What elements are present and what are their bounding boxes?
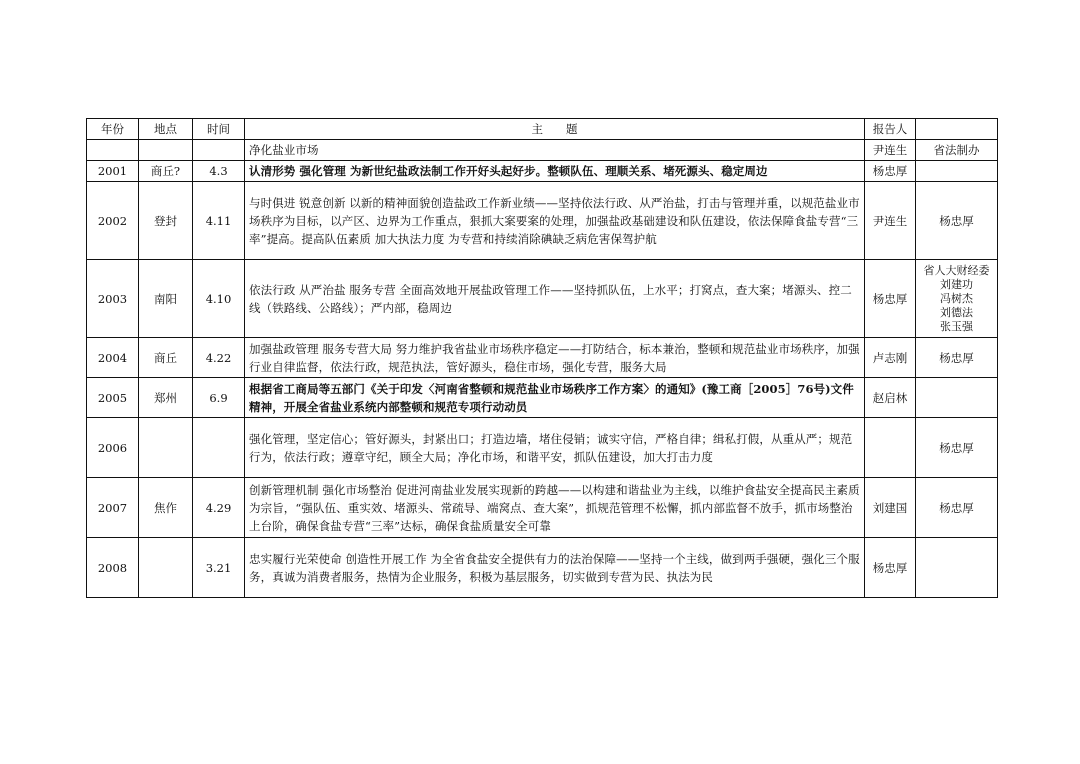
header-year: 年份 xyxy=(87,119,139,140)
cell-reporter: 卢志刚 xyxy=(865,338,916,378)
cell-year: 2001 xyxy=(87,161,139,182)
cell-time: 4.3 xyxy=(193,161,245,182)
cell-place: 商丘 xyxy=(139,338,193,378)
cell-place: 登封 xyxy=(139,182,193,260)
cell-year: 2004 xyxy=(87,338,139,378)
cell-reporter: 尹连生 xyxy=(865,182,916,260)
table-row xyxy=(87,161,998,182)
cell-place xyxy=(139,418,193,478)
cell-reporter: 杨忠厚 xyxy=(865,161,916,182)
cell-year: 2003 xyxy=(87,260,139,338)
cell-office: 省法制办 xyxy=(916,140,998,161)
cell-place: 焦作 xyxy=(139,478,193,538)
header-place: 地点 xyxy=(139,119,193,140)
cell-office xyxy=(916,161,998,182)
cell-theme: 认清形势 强化管理 为新世纪盐政法制工作开好头起好步。整顿队伍、理顺关系、堵死源头、稳定周边 xyxy=(245,161,865,182)
header-reporter: 报告人 xyxy=(865,119,916,140)
table-row xyxy=(87,338,998,378)
cell-place xyxy=(139,538,193,598)
cell-office xyxy=(916,538,998,598)
cell-reporter: 尹连生 xyxy=(865,140,916,161)
cell-time: 4.22 xyxy=(193,338,245,378)
cell-place: 南阳 xyxy=(139,260,193,338)
table-row xyxy=(87,538,998,598)
cell-office: 杨忠厚 xyxy=(916,182,998,260)
table-row xyxy=(87,260,998,338)
table-row xyxy=(87,182,998,260)
table-row xyxy=(87,418,998,478)
cell-time: 3.21 xyxy=(193,538,245,598)
cell-theme: 根据省工商局等五部门《关于印发〈河南省整顿和规范盐业市场秩序工作方案〉的通知》(豫工商［2005］76号)文件精神，开展全省盐业系统内部整顿和规范专项行动动员 xyxy=(245,378,865,418)
cell-place: 郑州 xyxy=(139,378,193,418)
cell-theme: 依法行政 从严治盐 服务专营 全面高效地开展盐政管理工作——坚持抓队伍，上水平；打窝点，查大案；堵源头、控二线（铁路线、公路线）；严内部，稳周边 xyxy=(245,260,865,338)
cell-theme: 与时俱进 锐意创新 以新的精神面貌创造盐政工作新业绩——坚持依法行政、从严治盐，打击与管理并重，以规范盐业市场秩序为目标，以产区、边界为工作重点，狠抓大案要案的处理，加强盐政基础建设和队伍建设，依法保障食盐专营“三率”提高。提高队伍素质 加大执法力度 为专营和持续消除碘缺乏病危害保驾护航 xyxy=(245,182,865,260)
cell-year: 2002 xyxy=(87,182,139,260)
cell-year: 2007 xyxy=(87,478,139,538)
table-row xyxy=(87,478,998,538)
cell-office: 省人大财经委刘建功 冯树杰 刘德法 张玉强 xyxy=(916,260,998,338)
cell-time: 4.10 xyxy=(193,260,245,338)
header-time: 时间 xyxy=(193,119,245,140)
cell-office: 杨忠厚 xyxy=(916,338,998,378)
cell-place xyxy=(139,140,193,161)
cell-office xyxy=(916,378,998,418)
cell-year: 2008 xyxy=(87,538,139,598)
cell-place: 商丘? xyxy=(139,161,193,182)
cell-time xyxy=(193,418,245,478)
cell-reporter xyxy=(865,418,916,478)
cell-office: 杨忠厚 xyxy=(916,478,998,538)
cell-reporter: 杨忠厚 xyxy=(865,538,916,598)
cell-time: 4.11 xyxy=(193,182,245,260)
cell-reporter: 刘建国 xyxy=(865,478,916,538)
cell-time: 4.29 xyxy=(193,478,245,538)
cell-year: 2006 xyxy=(87,418,139,478)
table-row xyxy=(87,140,998,161)
cell-year: 2005 xyxy=(87,378,139,418)
cell-theme: 强化管理，坚定信心；管好源头，封紧出口；打造边墙，堵住侵销；诚实守信，严格自律；缉私打假，从重从严；规范行为，依法行政；遵章守纪，顾全大局；净化市场，和谐平安，抓队伍建设，加大打击力度 xyxy=(245,418,865,478)
cell-theme: 加强盐政管理 服务专营大局 努力维护我省盐业市场秩序稳定——打防结合，标本兼治，整顿和规范盐业市场秩序，加强行业自律监督，依法行政，规范执法，管好源头，稳住市场，强化专营，服务大局 xyxy=(245,338,865,378)
cell-reporter: 杨忠厚 xyxy=(865,260,916,338)
table-row xyxy=(87,378,998,418)
cell-theme: 净化盐业市场 xyxy=(245,140,865,161)
header-row xyxy=(87,119,998,140)
cell-time xyxy=(193,140,245,161)
cell-reporter: 赵启林 xyxy=(865,378,916,418)
header-office xyxy=(916,119,998,140)
cell-office: 杨忠厚 xyxy=(916,418,998,478)
header-theme: 主 题 xyxy=(245,119,865,140)
cell-theme: 忠实履行光荣使命 创造性开展工作 为全省食盐安全提供有力的法治保障——坚持一个主线，做到两手强硬，强化三个服务，真诚为消费者服务，热情为企业服务，积极为基层服务，切实做到专营为民、执法为民 xyxy=(245,538,865,598)
cell-time: 6.9 xyxy=(193,378,245,418)
cell-theme: 创新管理机制 强化市场整治 促进河南盐业发展实现新的跨越——以构建和谐盐业为主线，以维护食盐安全提高民主素质为宗旨，“强队伍、重实效、堵源头、常疏导、端窝点、查大案”，抓规范管理不松懈，抓内部监督不放手，抓市场整治上台阶，确保食盐专营“三率”达标，确保食盐质量安全可靠 xyxy=(245,478,865,538)
meeting-table xyxy=(86,118,998,598)
cell-year xyxy=(87,140,139,161)
